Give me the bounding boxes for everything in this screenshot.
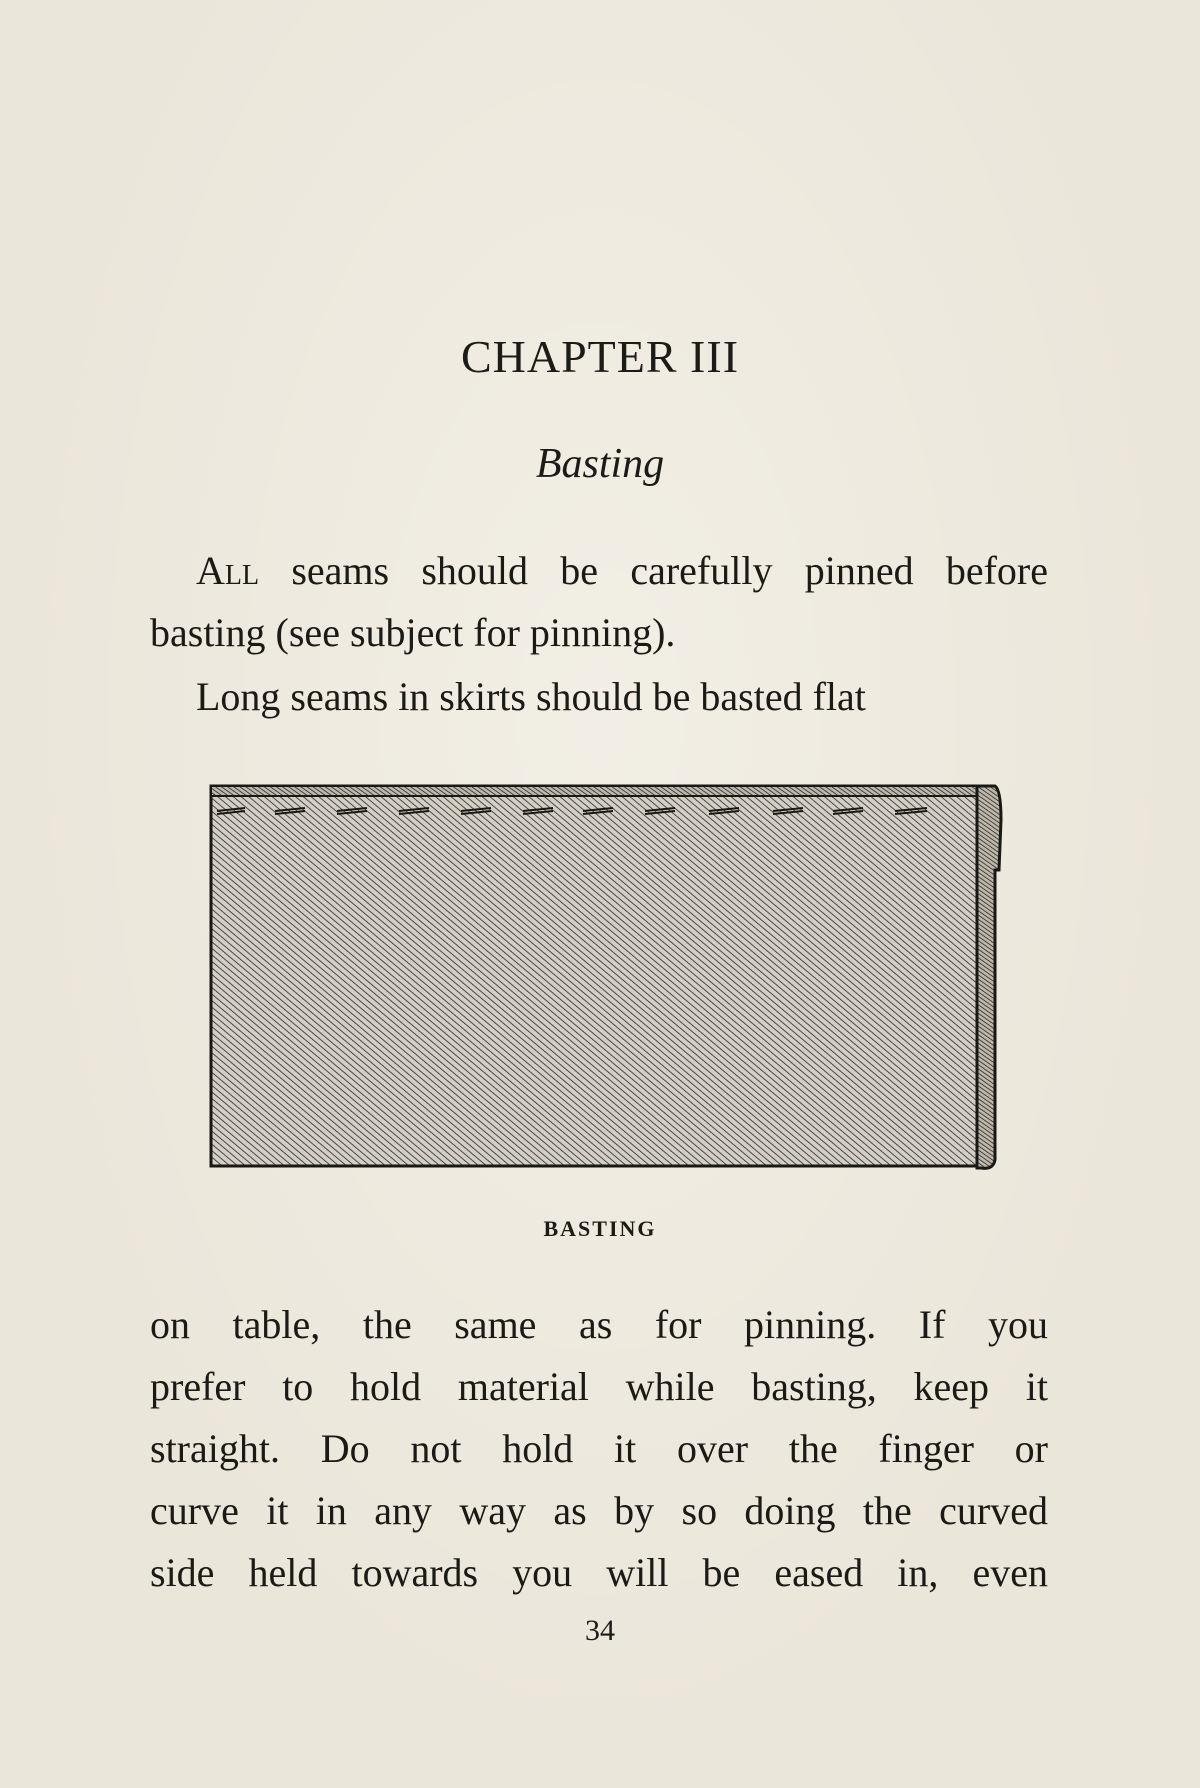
- paragraph-continued: [150, 1294, 1048, 1604]
- paragraph-line: [150, 540, 1048, 602]
- paragraph-line: side held towards you will be eased in, even: [150, 1550, 1048, 1595]
- paragraph-line: basting (see subject for pinning).: [150, 610, 676, 655]
- paragraph-line: prefer to hold material while basting, keep it: [150, 1364, 1048, 1409]
- page-number: 34: [585, 1614, 615, 1647]
- fabric-top-edge: [211, 786, 987, 796]
- basting-illustration: [205, 780, 1005, 1175]
- paragraph-line: on table, the same as for pinning. If you: [150, 1302, 1048, 1347]
- section-title: Basting: [535, 441, 665, 487]
- paragraph-line: curve it in any way as by so doing the curved: [150, 1488, 1048, 1533]
- drop-word: All: [196, 548, 260, 593]
- paragraph-intro: [150, 540, 1048, 664]
- fabric-panel: [211, 786, 987, 1166]
- basting-illustration-svg: [205, 780, 1005, 1175]
- chapter-heading: CHAPTER III: [460, 331, 740, 382]
- figure-caption: BASTING: [543, 1216, 657, 1241]
- paragraph-line: straight. Do not hold it over the finger or: [150, 1426, 1048, 1471]
- paragraph-long-seams: [150, 666, 1048, 728]
- fabric-side-fold: [977, 786, 1001, 1168]
- paragraph-line: Long seams in skirts should be basted flat: [196, 674, 866, 719]
- line-text: seams should be carefully pinned before: [259, 548, 1048, 593]
